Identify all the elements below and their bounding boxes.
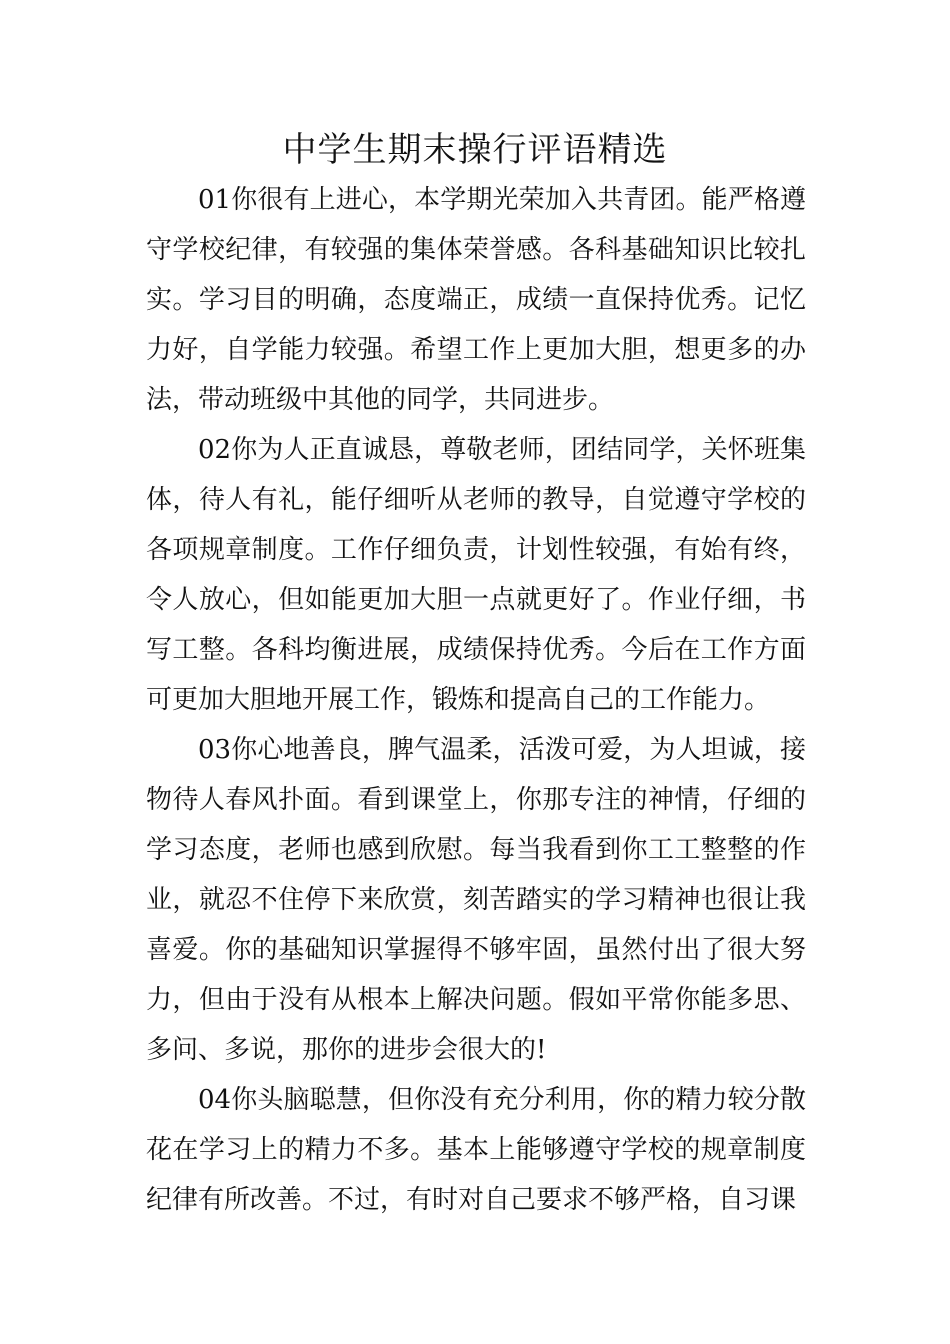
document-title: 中学生期末操行评语精选	[282, 130, 668, 170]
document-body	[146, 175, 806, 1225]
paragraph-02: 02你为人正直诚恳，尊敬老师，团结同学，关怀班集体，待人有礼，能仔细听从老师的教导，自觉遵守学校的各项规章制度。工作仔细负责，计划性较强，有始有终，令人放心，但如能更加大胆一点就更好了。作业仔细，书写工整。各科均衡进展，成绩保持优秀。今后在工作方面可更加大胆地开展工作，锻炼和提高自己的工作能力。	[146, 435, 806, 715]
paragraph-03: 03你心地善良，脾气温柔，活泼可爱，为人坦诚，接物待人春风扑面。看到课堂上，你那专注的神情，仔细的学习态度，老师也感到欣慰。每当我看到你工工整整的作业，就忍不住停下来欣赏，刻苦踏实的学习精神也很让我喜爱。你的基础知识掌握得不够牢固，虽然付出了很大努力，但由于没有从根本上解决问题。假如平常你能多思、多问、多说，那你的进步会很大的!	[146, 735, 806, 1065]
paragraph-01: 01你很有上进心，本学期光荣加入共青团。能严格遵守学校纪律，有较强的集体荣誉感。各科基础知识比较扎实。学习目的明确，态度端正，成绩一直保持优秀。记忆力好，自学能力较强。希望工作上更加大胆，想更多的办法，带动班级中其他的同学，共同进步。	[146, 185, 806, 415]
paragraph-04: 04你头脑聪慧，但你没有充分利用，你的精力较分散花在学习上的精力不多。基本上能够遵守学校的规章制度纪律有所改善。不过，有时对自己要求不够严格，自习课	[146, 1085, 806, 1215]
